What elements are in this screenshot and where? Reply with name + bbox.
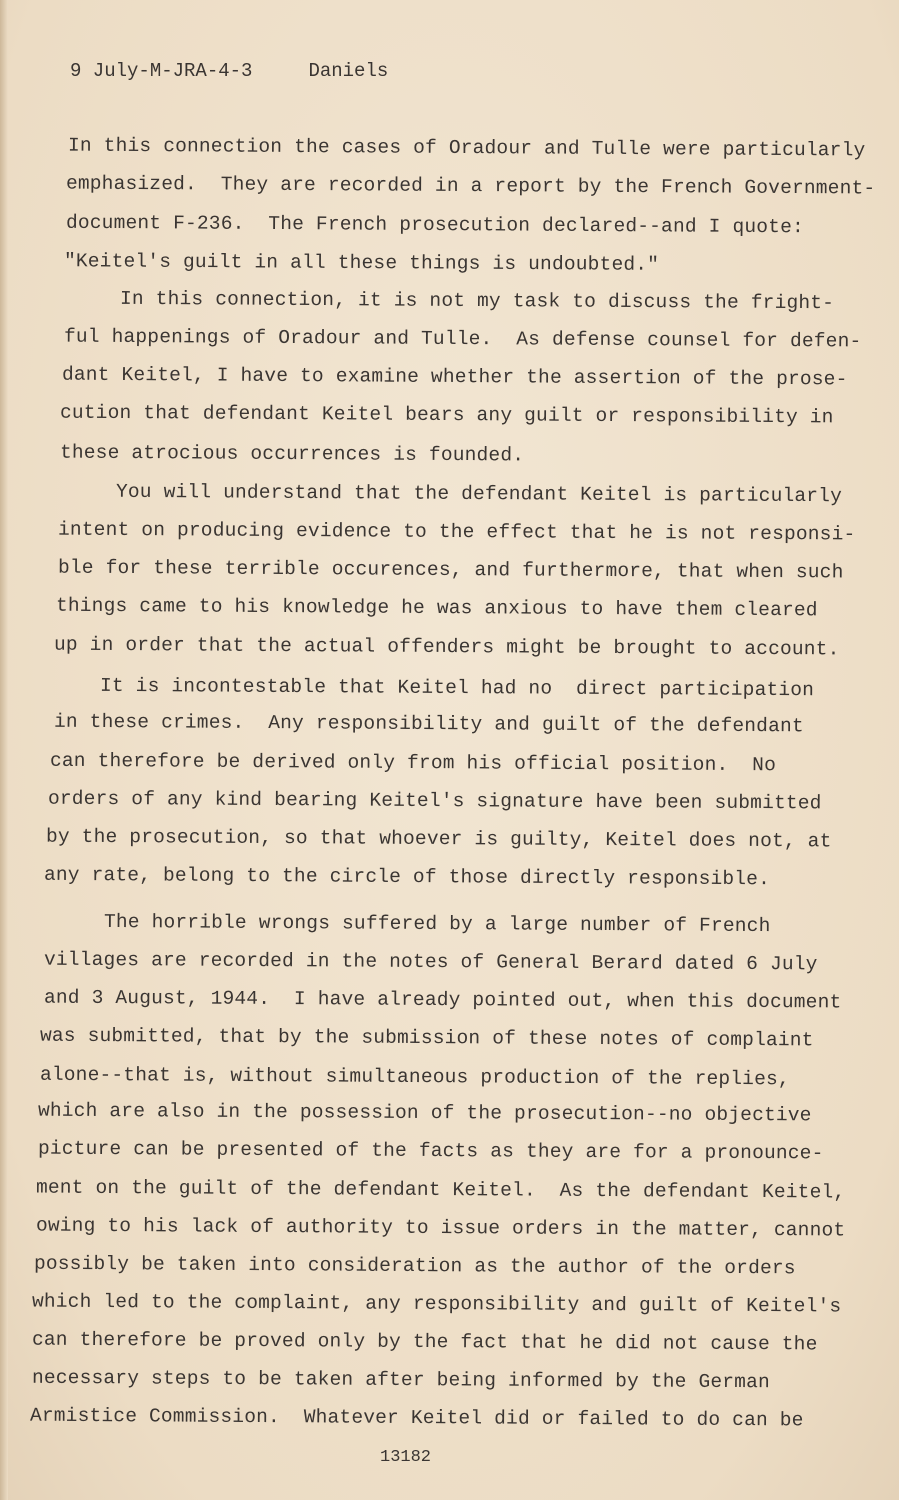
text-line: things came to his knowledge he was anxious to have them cleared	[55, 594, 818, 622]
page-number: 13182	[380, 1448, 432, 1467]
text-line: You will understand that the defendant Keitel is particularly	[115, 480, 843, 508]
text-line: picture can be presented of the facts as they are for a pronounce-	[37, 1137, 824, 1165]
text-line: ful happenings of Oradour and Tulle. As defense counsel for defen-	[63, 325, 862, 353]
text-line: "Keitel's guilt in all these things is undoubted."	[63, 250, 660, 276]
text-line: and 3 August, 1944. I have already pointed out, when this document	[43, 986, 842, 1014]
text-line: owing to his lack of authority to issue orders in the matter, cannot	[35, 1214, 846, 1242]
text-line: intent on producing evidence to the effect that he is not responsi-	[57, 518, 856, 546]
text-line: It is incontestable that Keitel had no direct participation	[99, 674, 815, 702]
text-line: in these crimes. Any responsibility and guilt of the defendant	[53, 710, 804, 738]
text-line: which are also in the possession of the prosecution--no objective	[37, 1099, 812, 1127]
text-line: these atrocious occurrences is founded.	[59, 441, 525, 467]
speaker-name: Daniels	[308, 60, 389, 82]
text-line: orders of any kind bearing Keitel's signature have been submitted	[47, 787, 822, 815]
text-line: possibly be taken into consideration as the author of the orders	[33, 1252, 796, 1280]
text-line: cution that defendant Keitel bears any guilt or responsibility in	[59, 401, 834, 429]
text-line: ble for these terrible occurences, and furthermore, that when such	[57, 556, 844, 584]
text-line: Armistice Commission. Whatever Keitel did or failed to do can be	[29, 1404, 804, 1432]
text-line: In this connection the cases of Oradour and Tulle were particularly	[67, 134, 866, 162]
text-line: can therefore be derived only from his official position. No	[49, 749, 777, 777]
text-line: can therefore be proved only by the fact that he did not cause the	[31, 1328, 818, 1356]
text-line: The horrible wrongs suffered by a large number of French	[103, 910, 771, 938]
page-header	[70, 60, 444, 82]
text-line: document F-236. The French prosecution declared--and I quote:	[65, 211, 804, 239]
text-line: alone--that is, without simultaneous production of the replies,	[39, 1063, 790, 1091]
text-line: by the prosecution, so that whoever is guilty, Keitel does not, at	[45, 825, 832, 853]
text-line: which led to the complaint, any responsibility and guilt of Keitel's	[31, 1290, 842, 1318]
text-line: necessary steps to be taken after being informed by the German	[31, 1366, 770, 1394]
text-line: emphasized. They are recorded in a report by the French Government-	[65, 172, 876, 200]
text-line: In this connection, it is not my task to discuss the fright-	[119, 287, 835, 315]
text-line: up in order that the actual offenders might be brought to account.	[53, 633, 840, 661]
text-line: villages are recorded in the notes of General Berard dated 6 July	[43, 948, 818, 976]
page-edge	[0, 0, 8, 1500]
transcript-reference: 9 July-M-JRA-4-3	[70, 60, 253, 82]
text-line: ment on the guilt of the defendant Keitel. As the defendant Keitel,	[35, 1176, 846, 1204]
text-line: any rate, belong to the circle of those directly responsible.	[43, 863, 771, 891]
text-line: dant Keitel, I have to examine whether the assertion of the prose-	[61, 363, 848, 391]
text-line: was submitted, that by the submission of these notes of complaint	[39, 1024, 814, 1052]
